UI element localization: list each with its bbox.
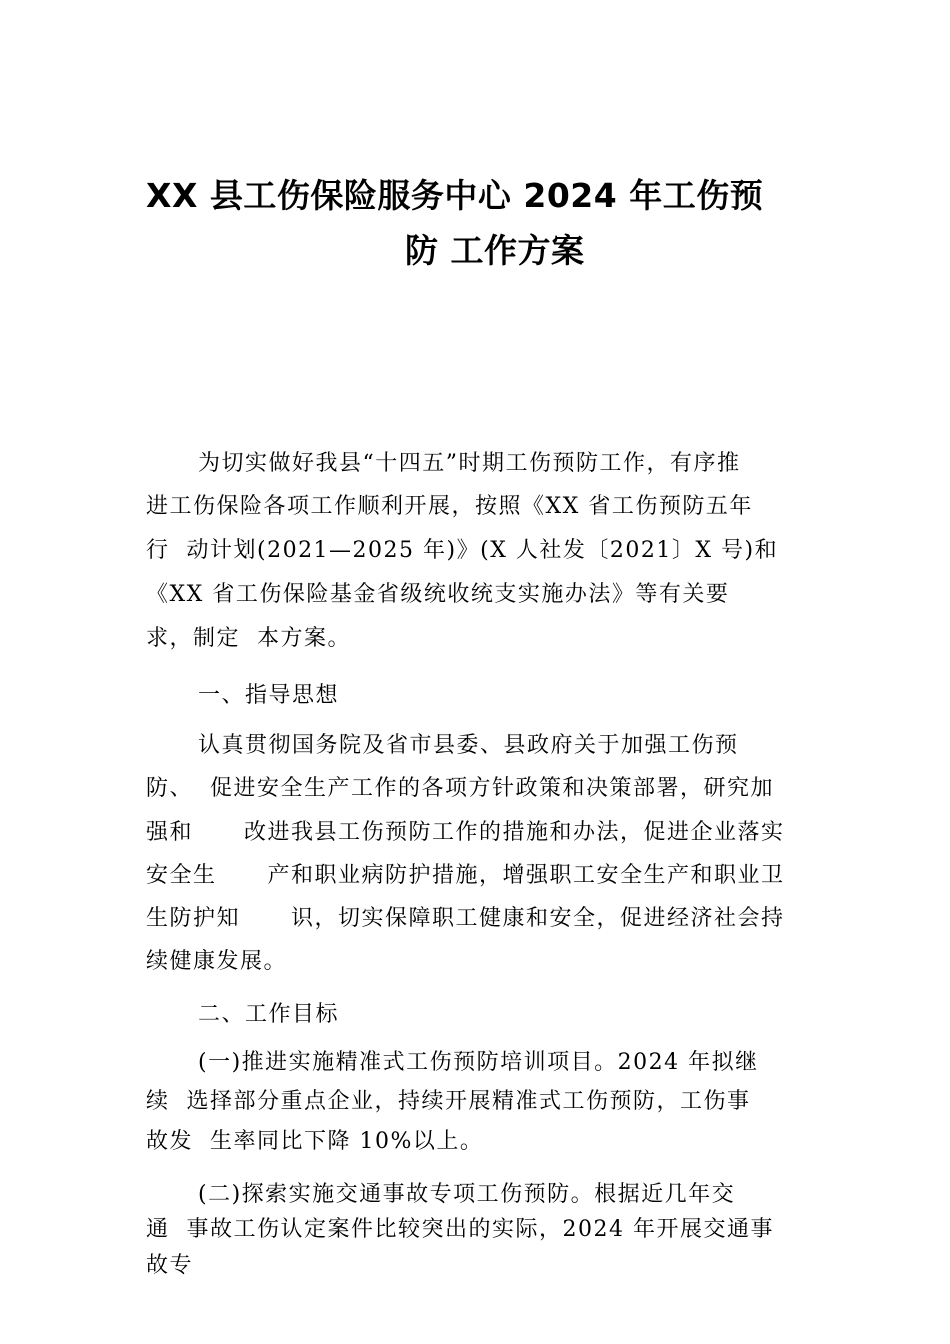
section1-heading: 一、指导思想 (198, 683, 340, 708)
item2-line-3: 故专 (146, 1253, 194, 1278)
intro-line-2: 进工伤保险各项工作顺利开展，按照《XX 省工伤预防五年 (146, 494, 753, 519)
intro-line-5: 求，制定 本方案。 (146, 626, 351, 651)
intro-line-4: 《XX 省工伤保险基金省级统收统支实施办法》等有关要 (146, 582, 730, 607)
document-title-line-2: 防 工作方案 (405, 231, 585, 270)
item1-line-3: 故发 生率同比下降 10%以上。 (146, 1129, 484, 1154)
section2-heading: 二、工作目标 (198, 1002, 340, 1027)
section1-line-6: 续健康发展。 (146, 949, 288, 974)
section1-line-3: 强和 改进我县工伤预防工作的措施和办法，促进企业落实 (146, 820, 785, 845)
section1-line-4: 安全生 产和职业病防护措施，增强职工安全生产和职业卫 (146, 863, 785, 888)
intro-line-1: 为切实做好我县“十四五”时期工伤预防工作，有序推 (198, 451, 741, 476)
item2-line-2: 通 事故工伤认定案件比较突出的实际，2024 年开展交通事 (146, 1217, 774, 1242)
section1-line-5: 生防护知 识，切实保障职工健康和安全，促进经济社会持 (146, 906, 785, 931)
section1-line-2: 防、 促进安全生产工作的各项方针政策和决策部署，研究加 (146, 776, 774, 801)
item1-line-2: 续 选择部分重点企业，持续开展精准式工伤预防，工伤事 (146, 1089, 751, 1114)
section1-line-1: 认真贯彻国务院及省市县委、县政府关于加强工伤预 (198, 733, 739, 758)
item2-line-1: (二)探索实施交通事故专项工伤预防。根据近几年交 (198, 1182, 736, 1207)
document-title-line-1: XX 县工伤保险服务中心 2024 年工伤预 (146, 176, 764, 215)
item1-line-1: (一)推进实施精准式工伤预防培训项目。2024 年拟继 (198, 1050, 759, 1075)
intro-line-3: 行 动计划(2021—2025 年)》(X 人社发〔2021〕X 号)和 (146, 538, 779, 563)
